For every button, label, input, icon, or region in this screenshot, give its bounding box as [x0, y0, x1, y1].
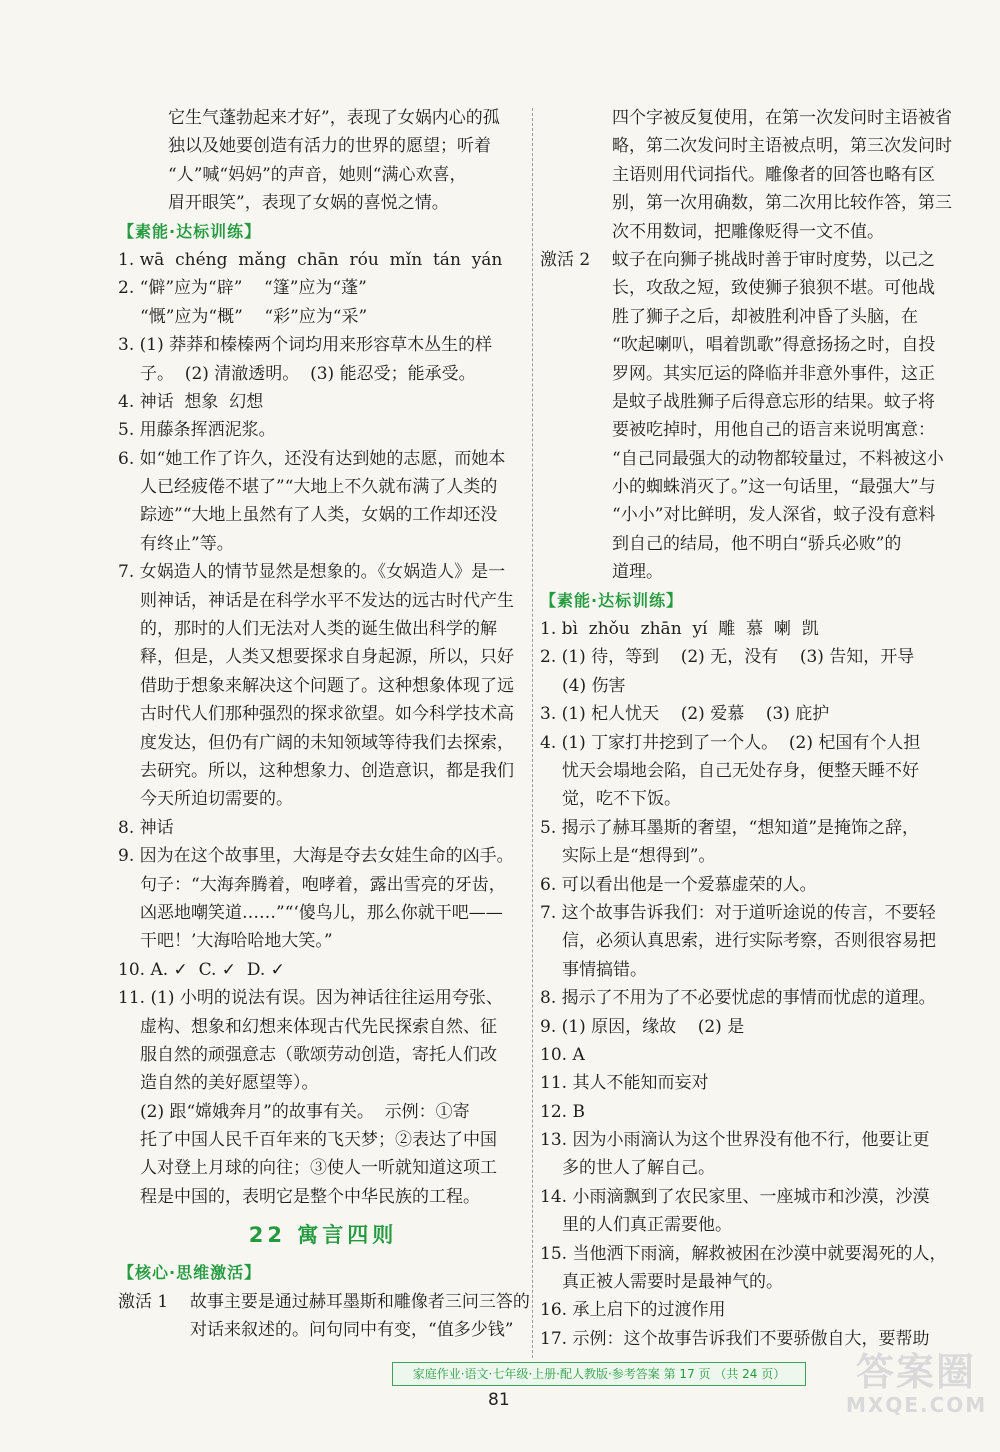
text-line: 胜了狮子之后，却被胜利冲昏了头脑，在: [612, 306, 918, 327]
footer-banner: 家庭作业·语文·七年级·上册·配人教版·参考答案 第 17 页 （共 24 页）: [392, 1362, 806, 1386]
text-line: 7. 女娲造人的情节显然是想象的。《女娲造人》是一: [118, 562, 506, 583]
text-line: 次不用数词，把雕像贬得一文不值。: [612, 221, 884, 242]
text-line: 13. 因为小雨滴认为这个世界没有他不行，他要让更: [540, 1130, 930, 1151]
text-line: 有终止”等。: [140, 533, 234, 554]
text-line: 踪迹”“大地上虽然有了人类，女娲的工作却还没: [140, 505, 498, 526]
text-line: 16. 承上启下的过渡作用: [540, 1300, 726, 1321]
text-line: 3. (1) 莽莽和榛榛两个词均用来形容草木丛生的样: [118, 335, 493, 356]
text-line: 独以及她要创造有活力的世界的愿望；听着: [168, 136, 491, 157]
text-line: 古时代人们那种强烈的探求欲望。如今科学技术高: [140, 704, 514, 725]
text-line: 小的蜘蛛消灭了。”这一句话里，“最强大”与: [612, 477, 936, 498]
text-line: 3. (1) 杞人忧天 (2) 爱慕 (3) 庇护: [540, 704, 830, 725]
text-line: 14. 小雨滴飘到了农民家里、一座城市和沙漠，沙漠: [540, 1186, 930, 1207]
text-line: 是蚊子战胜狮子后得意忘形的结果。蚊子将: [612, 391, 935, 412]
text-line: 眉开眼笑”，表现了女娲的喜悦之情。: [168, 193, 449, 214]
text-line: 它生气蓬勃起来才好”，表现了女娲内心的孤: [168, 108, 500, 128]
text-line: 罗网。其实厄运的降临并非意外事件，这正: [612, 363, 935, 384]
text-line: 实际上是“想得到”。: [562, 846, 716, 867]
text-line: 别，第一次用确数，第二次用比较作答，第三: [612, 193, 952, 214]
text-line: “自己同最强大的动物都较量过，不料被这小: [612, 448, 944, 469]
section-heading: 【素能·达标训练】: [118, 221, 262, 241]
text-line: 2. (1) 待，等到 (2) 无，没有 (3) 告知，开导: [540, 647, 915, 668]
text-line: 释，但是，人类又想要探求自身起源，所以，只好: [140, 647, 514, 668]
text-line: 托了中国人民千百年来的飞天梦；②表达了中国: [140, 1130, 497, 1151]
page-number: 81: [488, 1390, 510, 1410]
text-line: 四个字被反复使用，在第一次发问时主语被省: [612, 108, 952, 128]
text-line: 去研究。所以，这种想象力、创造意识，都是我们: [140, 760, 514, 781]
text-line: 6. 可以看出他是一个爱慕虚荣的人。: [540, 874, 817, 895]
text-line: 事情搞错。: [562, 959, 647, 980]
text-line: 信，必须认真思索，进行实际考察，否则很容易把: [562, 931, 936, 952]
text-line: 虚构、想象和幻想来体现古代先民探索自然、征: [140, 1016, 497, 1037]
text-line: 借助于想象来解决这个问题了。这种想象体现了远: [140, 675, 514, 696]
text-line: 忧天会塌地会陷，自己无处存身，便整天睡不好: [562, 760, 919, 781]
text-line: 略，第二次发问时主语被点明，第三次发问时: [612, 136, 952, 157]
text-line: 11. (1) 小明的说法有误。因为神话往往运用夸张、: [118, 988, 503, 1009]
text-line: 则神话，神话是在科学水平不发达的远古时代产生: [140, 590, 514, 611]
text-line: 凶恶地嘲笑道……”“‘傻鸟儿，那么你就干吧——: [140, 902, 503, 923]
text-line: 句子：“大海奔腾着，咆哮着，露出雪亮的牙齿，: [140, 874, 506, 895]
watermark-text: 答案圈: [855, 1350, 976, 1394]
lesson-title: 22 寓言四则: [248, 1223, 398, 1248]
text-line: 干吧！’大海哈哈地大笑。”: [140, 931, 333, 952]
text-line: 7. 这个故事告诉我们：对于道听途说的传言，不要轻: [540, 902, 936, 923]
text-line: 激活 1 故事主要是通过赫耳墨斯和雕像者三问三答的: [118, 1291, 530, 1312]
text-line: 觉，吃不下饭。: [562, 789, 681, 810]
text-line: 里的人们真正需要他。: [562, 1215, 732, 1236]
text-line: 11. 其人不能知而妄对: [540, 1073, 709, 1094]
watermark-logo: [846, 1350, 986, 1440]
text-line: 度发达，但仍有广阔的未知领域等待我们去探索，: [140, 732, 514, 753]
text-line: “慨”应为“概” “彩”应为“采”: [140, 306, 368, 327]
text-line: 多的世人了解自己。: [562, 1158, 715, 1179]
text-line: 10. A: [540, 1044, 585, 1065]
text-line: 人已经疲倦不堪了”“大地上不久就布满了人类的: [140, 477, 498, 498]
text-line: 程是中国的，表明它是整个中华民族的工程。: [140, 1186, 480, 1207]
watermark-url: MXQE.COM: [846, 1393, 988, 1417]
text-line: 长，攻敌之短，致使狮子狼狈不堪。可他战: [612, 278, 935, 299]
text-line: 道理。: [612, 562, 663, 583]
text-line: 主语则用代词指代。雕像者的回答也略有区: [612, 164, 935, 185]
text-line: 17. 示例：这个故事告诉我们不要骄傲自大，要帮助: [540, 1328, 930, 1349]
text-line: 人对登上月球的向往；③使人一听就知道这项工: [140, 1158, 497, 1179]
text-line: 15. 当他洒下雨滴，解救被困在沙漠中就要渴死的人，: [540, 1243, 947, 1264]
text-line: “小小”对比鲜明，发人深省，蚊子没有意料: [612, 505, 936, 526]
text-line: 子。 (2) 清澈透明。 (3) 能忍受；能承受。: [140, 363, 476, 384]
text-line: 5. 揭示了赫耳墨斯的奢望，“想知道”是掩饰之辞，: [540, 817, 920, 838]
left-column: [118, 104, 528, 1344]
text-line: 的，那时的人们无法对人类的诞生做出科学的解: [140, 619, 497, 640]
section-heading: 【素能·达标训练】: [540, 590, 684, 610]
text-line: “吹起喇叭，唱着凯歌”得意扬扬之时，自投: [612, 335, 936, 356]
text-line: 8. 揭示了不用为了不必要忧虑的事情而忧虑的道理。: [540, 988, 936, 1009]
text-line: 5. 用藤条挥洒泥浆。: [118, 420, 276, 441]
column-divider: [532, 108, 533, 1358]
text-line: 10. A. ✓ C. ✓ D. ✓: [118, 959, 285, 980]
text-line: 激活 2 蚊子在向狮子挑战时善于审时度势，以己之: [540, 249, 935, 270]
text-line: 造自然的美好愿望等）。: [140, 1073, 319, 1094]
text-line: 9. 因为在这个故事里，大海是夺去女娃生命的凶手。: [118, 846, 514, 867]
text-line: 对话来叙述的。问句同中有变，“值多少钱”: [190, 1320, 514, 1341]
text-line: 8. 神话: [118, 817, 174, 838]
text-line: 9. (1) 原因，缘故 (2) 是: [540, 1016, 745, 1037]
text-line: 真正被人需要时是最神气的。: [562, 1272, 783, 1293]
right-column: [540, 104, 968, 1353]
text-line: 4. (1) 丁家打井挖到了一个人。 (2) 杞国有个人担: [540, 732, 921, 753]
text-line: 今天所迫切需要的。: [140, 789, 293, 810]
text-line: (4) 伤害: [562, 675, 626, 696]
section-heading: 【核心·思维激活】: [118, 1263, 262, 1283]
text-line: 12. B: [540, 1101, 585, 1122]
text-line: 1. wā chéng mǎng chān róu mǐn tán yán: [118, 249, 503, 270]
text-line: “人”喊“妈妈”的声音，她则“满心欢喜，: [168, 164, 467, 185]
text-line: 到自己的结局，他不明白“骄兵必败”的: [612, 533, 902, 554]
text-line: (2) 跟“嫦娥奔月”的故事有关。 示例：①寄: [140, 1101, 470, 1122]
text-line: 1. bì zhǒu zhān yí 雕 慕 喇 凯: [540, 619, 819, 640]
text-line: 6. 如“她工作了许久，还没有达到她的志愿，而她本: [118, 448, 506, 469]
text-line: 4. 神话 想象 幻想: [118, 391, 264, 412]
text-line: 2. “僻”应为“辟” “篷”应为“蓬”: [118, 278, 367, 299]
text-line: 要被吃掉时，用他自己的语言来说明寓意：: [612, 420, 935, 441]
text-line: 服自然的顽强意志（歌颂劳动创造，寄托人们改: [140, 1044, 497, 1065]
